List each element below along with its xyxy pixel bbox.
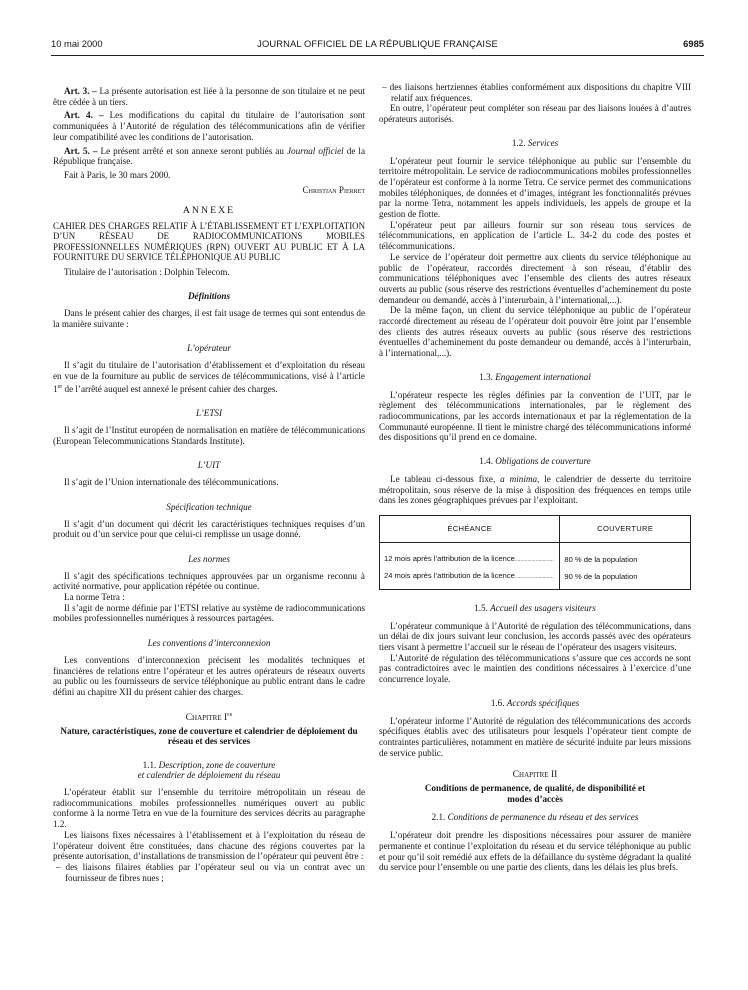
section-1-6-heading bbox=[379, 698, 691, 709]
article-5 bbox=[53, 146, 365, 167]
etsi-heading: L’ETSI bbox=[195, 408, 223, 419]
chapter-1-title: Nature, caractéristiques, zone de couverture et calendrier de déploiement du réseau et des services bbox=[60, 725, 358, 747]
header-echeance: ÉCHÉANCE bbox=[380, 515, 560, 542]
section-2-1-para-1: L’opérateur doit prendre les dispositions nécessaires pour assurer de manière permanente et continue l’exploitation du réseau et du service téléphonique au public et pour qu’il soit remédié aux effets de la défaillance du système dégradant la qualité du service pour l’ensemble ou une partie des clients, dans les délais les plus brefs. bbox=[379, 830, 691, 873]
section-1-1-title-a: Description, zone de couverture bbox=[158, 759, 276, 770]
header-rule bbox=[51, 55, 704, 56]
section-1-4-heading bbox=[379, 456, 691, 467]
section-1-2-title: Services bbox=[527, 137, 559, 148]
article-4 bbox=[53, 110, 365, 142]
section-1-3-number: 1.3. bbox=[479, 371, 493, 382]
section-1-1-dash-1: – des liaisons filaires établies par l’opérateur seul ou via un contrat avec un fournisseur de fibres nues ; bbox=[56, 861, 365, 883]
specification-heading: Spécification technique bbox=[166, 501, 252, 512]
section-1-1-title-b: et calendrier de déploiement du réseau bbox=[137, 769, 281, 780]
section-1-4-para-1-b: le calendrier de desserte du territoire métropolitain, sous réserve de la mise à disposition des fréquences en temps utile dans les zones géographiques prévues par l’exploitant. bbox=[379, 473, 692, 506]
operateur-sup: er bbox=[57, 383, 63, 390]
section-1-6-number: 1.6. bbox=[490, 697, 505, 708]
section-1-5-title: Accueil des usagers visiteurs bbox=[490, 602, 596, 613]
section-1-6-title: Accords spécifiques bbox=[506, 697, 580, 708]
chapter-2-title: Conditions de permanence, de qualité, de disponibilité et modes d’accès bbox=[424, 783, 646, 804]
section-1-1-heading bbox=[53, 760, 365, 780]
section-2-1-title: Conditions de permanence du réseau et des services bbox=[447, 812, 639, 823]
row-1-deadline-text: 12 mois après l’attribution de la licence bbox=[384, 553, 515, 563]
fait-a-paris: Fait à Paris, le 30 mars 2000. bbox=[64, 169, 171, 180]
row-2-deadline-text: 24 mois après l’attribution de la licence bbox=[384, 570, 515, 580]
page-header bbox=[51, 38, 704, 52]
section-1-1-para-2: Les liaisons fixes nécessaires à l’établissement et à l’exploitation du réseau de l’opérateur doivent être constituées, dans chacune des régions couvertes par la présente autorisation, d’installations de transmission de l’opérateur qui peuvent être : bbox=[53, 829, 365, 862]
section-1-3-title: Engagement international bbox=[495, 371, 591, 382]
definitions-intro: Dans le présent cahier des charges, il est fait usage de termes qui sont entendus de la manière suivante : bbox=[53, 308, 365, 329]
row-1-deadline bbox=[380, 542, 560, 568]
tetra-text: Il s’agit de norme définie par l’ETSI relative au système de radiocommunications mobiles professionnelles numériques à ressources partagées. bbox=[53, 602, 365, 624]
etsi-text: Il s’agit de l’Institut européen de normalisation en matière de télécommunications (European Telecommunications Standards Institute). bbox=[53, 425, 365, 446]
section-1-4-title: Obligations de couverture bbox=[495, 456, 591, 467]
article-5-text-b: de la République française. bbox=[53, 145, 365, 167]
chapter-2-label: Chapitre II bbox=[512, 769, 558, 781]
article-5-text-a: Le présent arrêté et son annexe seront publiés au bbox=[97, 145, 287, 156]
section-1-2-number: 1.2. bbox=[511, 137, 526, 148]
operateur-heading: L’opérateur bbox=[187, 343, 231, 354]
cahier-title: CAHIER DES CHARGES RELATIF À L’ÉTABLISSEMENT ET L’EXPLOITATION D’UN RÉSEAU DE RADIOCOMMUNICATIONS MOBILES PROFESSIONNELLES NUMÉRIQUES (RPN) OUVERT AU PUBLIC ET À LA FOURNITURE DU SERVICE TÉLÉPHONIQUE AU PUBLIC bbox=[53, 221, 365, 263]
article-3-label: Art. 3. – bbox=[64, 86, 97, 96]
specification-text: Il s’agit d’un document qui décrit les caractéristiques techniques requises d’un produit ou d’un service pour que celui-ci remplisse un usage donné. bbox=[53, 518, 365, 540]
row-2-leader: ............................ bbox=[514, 573, 554, 580]
article-4-label: Art. 4. – bbox=[64, 110, 104, 121]
section-1-1-dash-2: – des liaisons hertziennes établies conformément aux dispositions du chapitre VIII relatif aux fréquences. bbox=[382, 82, 691, 103]
uit-text: Il s’agit de l’Union internationale des télécommunications. bbox=[64, 477, 279, 488]
page-number: 6985 bbox=[683, 38, 704, 49]
section-1-2-para-4: De la même façon, un client du service téléphonique au public de l’opérateur raccordé directement au réseau de l’opérateur doit pouvoir être joint par l’ensemble des clients des autres réseaux ouverts au public (sous réserve des restrictions éventuelles d’acheminement du poste demandeur ou demandé, accès à l’interurbain, à l’international,...). bbox=[379, 305, 691, 359]
section-1-5-heading bbox=[379, 603, 691, 614]
section-1-4-para-1-a: Le tableau ci-dessous fixe, bbox=[390, 473, 501, 484]
section-1-6-para-1: L’opérateur informe l’Autorité de régulation des télécommunications des accords spécifiques établis avec des utilisateurs pour lesquels l’opérateur tient compte de contraintes particulières, notamment en matière de sécurité induite par leurs missions de service public. bbox=[379, 715, 691, 758]
section-1-2-para-2: L’opérateur peut par ailleurs fournir sur son réseau tous services de télécommunications, en application de l’article L. 34-2 du code des postes et télécommunications. bbox=[379, 219, 691, 252]
uit-heading: L’UIT bbox=[197, 460, 221, 471]
section-1-1-para-1: L’opérateur établit sur l’ensemble du territoire métropolitain un réseau de radiocommunications mobiles professionnelles numériques ouvert au public conforme à la norme Tetra en vue de la fourniture des services décrits au paragraphe 1.2. bbox=[53, 786, 365, 830]
section-1-3-para-1: L’opérateur respecte les règles définies par la convention de l’UIT, par le règlement des télécommunications internationales, par le règlement des radiocommunications, par les accords internationaux et par la réglementation de la Communauté européenne. Il tient le ministre chargé des télécommunications informé des dispositions qu’il prend en ce domaine. bbox=[379, 389, 691, 443]
section-1-5-number: 1.5. bbox=[474, 602, 488, 613]
section-2-1-number: 2.1. bbox=[431, 812, 446, 823]
article-5-journal: Journal officiel bbox=[286, 145, 344, 156]
chapter-1-sup: er bbox=[227, 711, 233, 718]
section-1-5-para-1: L’opérateur communique à l’Autorité de régulation des télécommunications, dans un délai de dix jours suivant leur conclusion, les accords passés avec des opérateurs tiers visant à permettre l’accueil sur le réseau de l’opérateur des usagers visiteurs. bbox=[379, 620, 691, 653]
annexe-heading: ANNEXE bbox=[182, 205, 236, 217]
header-couverture: COUVERTURE bbox=[560, 515, 691, 542]
titulaire: Titulaire de l’autorisation : Dolphin Telecom. bbox=[64, 266, 230, 277]
operateur-text-a: Il s’agit du titulaire de l’autorisation d’établissement et d’exploitation du réseau en vue de la fourniture au public de services de télécommunications, visé à l’article 1 bbox=[53, 360, 365, 394]
section-1-4-number: 1.4. bbox=[479, 456, 493, 467]
coverage-table bbox=[379, 515, 691, 590]
operateur-text-b: de l’arrêté auquel est annexé le présent cahier des charges. bbox=[62, 383, 278, 394]
normes-heading: Les normes bbox=[188, 553, 230, 564]
operateur-text bbox=[53, 360, 365, 394]
section-1-2-para-3: Le service de l’opérateur doit permettre aux clients du service téléphonique au public de l’opérateur, raccordés directement à son réseau, d’établir des communications téléphoniques avec l’ensemble des clients des autres réseaux ouverts au public (sous réserve des restrictions éventuelles d’acheminement du poste demandeur ou demandé, accès à l’interurbain, à l’international,...). bbox=[379, 251, 691, 305]
en-outre-text: En outre, l’opérateur peut compléter son réseau par des liaisons louées à d’autres opérateurs autorisés. bbox=[379, 103, 691, 125]
chapter-1-label bbox=[53, 710, 365, 724]
tetra-label: La norme Tetra : bbox=[64, 592, 125, 603]
section-1-3-heading bbox=[379, 372, 691, 383]
section-1-4-a-minima: a minima, bbox=[500, 473, 540, 484]
row-1-leader: ............................ bbox=[514, 556, 554, 563]
row-2-coverage: 90 % de la population bbox=[560, 568, 691, 590]
signature: Christian Pierret bbox=[302, 184, 365, 195]
section-1-2-heading bbox=[379, 138, 691, 149]
issue-date: 10 mai 2000 bbox=[51, 38, 103, 49]
left-column bbox=[53, 86, 365, 883]
section-1-2-para-1: L’opérateur peut fournir le service téléphonique au public sur l’ensemble du territoire métropolitain. Le service de radiocommunications mobiles professionnelles de l’opérateur est conforme à la norme Tetra. Ce service permet des communications mobiles téléphoniques, de données et d’images, intégrant les fonctionnalités prévues par la norme Tetra, notamment les appels individuels, les appels de groupe et la gestion de flotte. bbox=[379, 155, 691, 220]
coverage-table-header bbox=[380, 515, 691, 542]
section-1-1-number: 1.1. bbox=[142, 759, 157, 770]
article-3 bbox=[53, 86, 365, 107]
article-4-text: Les modifications du capital du titulaire de l’autorisation sont communiquées à l’Autorité de régulation des télécommunications afin de vérifier leur compatibilité avec les conditions de l’autorisation. bbox=[53, 110, 365, 142]
conventions-heading: Les conventions d’interconnexion bbox=[147, 638, 271, 649]
section-1-5-para-2: L’Autorité de régulation des télécommunications s’assure que ces accords ne sont pas contradictoires avec le maintien des conditions nécessaires à l’exercice d’une concurrence loyale. bbox=[379, 652, 691, 685]
conventions-text: Les conventions d’interconnexion précisent les modalités techniques et financières de relations entre l’opérateur et les autres opérateurs de réseaux ouverts au public ou les fournisseurs de service téléphonique au public entrant dans le cadre défini au chapitre XII du présent cahier des charges. bbox=[53, 654, 365, 697]
row-2-deadline bbox=[380, 568, 560, 590]
definitions-heading: Définitions bbox=[187, 291, 231, 302]
table-row bbox=[380, 542, 691, 568]
chapter-1-label-text: Chapitre I bbox=[185, 711, 228, 723]
section-2-1-heading bbox=[379, 812, 691, 823]
section-1-4-para-1 bbox=[379, 474, 691, 506]
right-column bbox=[379, 82, 691, 873]
article-3-text: La présente autorisation est liée à la personne de son titulaire et ne peut être cédée à un tiers. bbox=[53, 86, 365, 107]
article-5-label: Art. 5. – bbox=[64, 145, 98, 156]
row-1-coverage: 80 % de la population bbox=[560, 542, 691, 568]
journal-title: JOURNAL OFFICIEL DE LA RÉPUBLIQUE FRANÇAISE bbox=[257, 38, 498, 49]
table-row bbox=[380, 568, 691, 590]
normes-text: Il s’agit des spécifications techniques approuvées par un organisme reconnu à activité normative, pour application répétée ou continue. bbox=[53, 570, 365, 592]
